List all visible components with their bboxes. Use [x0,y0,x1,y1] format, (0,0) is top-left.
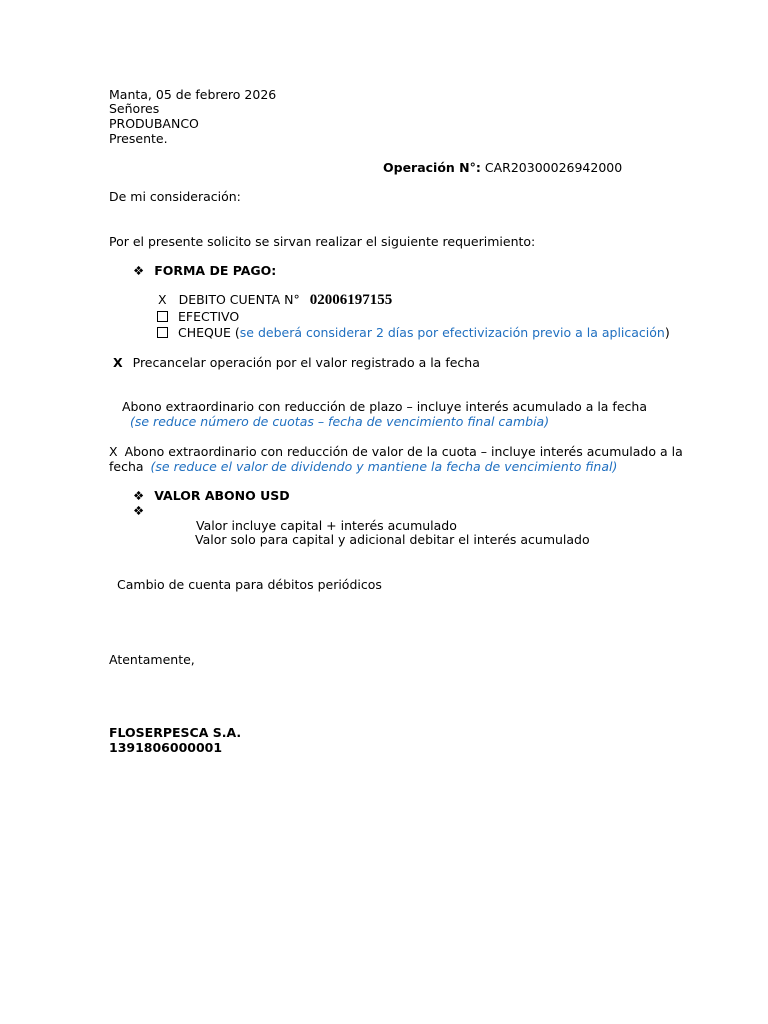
debito-mark: X [158,292,167,307]
cheque-close-paren: ) [664,325,670,340]
abono-cuota-line2 [109,459,617,474]
diamond-bullet-icon: ❖ [133,488,145,503]
valor-empty-bullet [133,503,144,518]
debito-account-number: 02006197155 [309,292,393,308]
payment-section-title [133,263,276,278]
diamond-bullet-icon: ❖ [133,263,145,278]
operation-line [383,160,622,175]
precancel-line [113,355,480,370]
payment-title: FORMA DE PAGO: [154,263,277,278]
diamond-bullet-icon: ❖ [133,503,145,518]
abono-plazo-text: Abono extraordinario con reducción de plazo – incluye interés acumulado a la fecha [122,399,647,414]
abono-cuota-fecha: fecha [109,459,144,474]
closing: Atentamente, [109,652,195,667]
option-debito [158,292,392,308]
debito-label: DEBITO CUENTA N° [178,292,300,307]
checkbox-icon [157,327,168,338]
signature-company: FLOSERPESCA S.A. [109,725,242,740]
operation-label: Operación N°: [383,160,481,175]
cheque-open-paren: ( [234,325,240,340]
intro-text: Por el presente solicito se sirvan realizar el siguiente requerimiento: [109,234,536,249]
checkbox-icon [157,311,168,322]
cambio-cuenta-text: Cambio de cuenta para débitos periódicos [117,577,382,592]
valor-title: VALOR ABONO USD [154,488,290,503]
abono-cuota-mark: X [109,444,118,459]
greeting: De mi consideración: [109,189,241,204]
precancel-text: Precancelar operación por el valor registrado a la fecha [132,355,480,370]
option-efectivo [157,309,239,324]
valor-option-1: Valor incluye capital + interés acumulado [196,518,457,533]
salutation: Señores [109,101,160,116]
abono-cuota-text: Abono extraordinario con reducción de valor de la cuota – incluye interés acumulado a la [124,444,683,459]
option-cheque [157,325,670,340]
cheque-note: se deberá considerar 2 días por efectivización previo a la aplicación [239,325,665,340]
bank-name: PRODUBANCO [109,116,199,131]
abono-cuota-note: (se reduce el valor de dividendo y mantiene la fecha de vencimiento final) [150,459,618,474]
efectivo-label: EFECTIVO [177,309,240,324]
precancel-mark: X [113,355,123,370]
abono-plazo-note: (se reduce número de cuotas – fecha de vencimiento final cambia) [130,414,550,429]
valor-section-title [133,488,290,503]
place-date: Manta, 05 de febrero 2026 [109,87,277,102]
signature-ruc: 1391806000001 [109,740,223,755]
presente: Presente. [109,131,168,146]
valor-option-2: Valor solo para capital y adicional debitar el interés acumulado [195,532,590,547]
abono-cuota-line1 [109,444,683,459]
operation-number: CAR20300026942000 [484,160,623,175]
cheque-label: CHEQUE [177,325,231,340]
